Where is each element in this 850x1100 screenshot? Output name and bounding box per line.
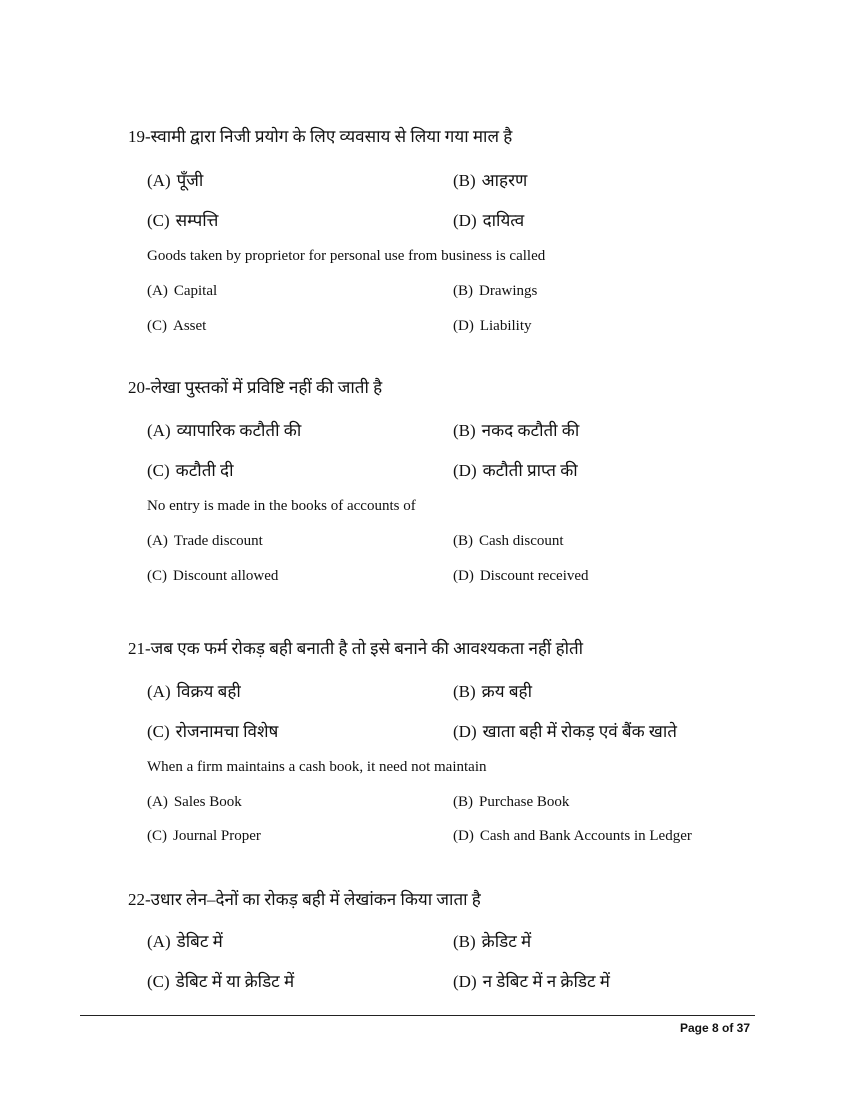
question-20-english: No entry is made in the books of accounts of bbox=[147, 498, 416, 514]
q19-english-option-b: (B) Drawings bbox=[453, 283, 538, 299]
question-21-english: When a firm maintains a cash book, it need not maintain bbox=[147, 759, 487, 775]
q19-english-option-a: (A) Capital bbox=[147, 283, 218, 299]
q21-hindi-option-b: (B) क्रय बही bbox=[453, 682, 532, 701]
q20-english-option-a: (A) Trade discount bbox=[147, 533, 263, 549]
q20-english-option-c: (C) Discount allowed bbox=[147, 568, 279, 584]
q21-hindi-option-d: (D) खाता बही में रोकड़ एवं बैंक खाते bbox=[453, 722, 677, 741]
q19-english-option-d: (D) Liability bbox=[453, 318, 532, 334]
q20-hindi-option-c: (C) कटौती दी bbox=[147, 461, 234, 480]
question-19-english: Goods taken by proprietor for personal use from business is called bbox=[147, 248, 546, 264]
q22-hindi-option-d: (D) न डेबिट में न क्रेडिट में bbox=[453, 972, 610, 991]
q21-english-option-b: (B) Purchase Book bbox=[453, 794, 570, 810]
q22-hindi-option-c: (C) डेबिट में या क्रेडिट में bbox=[147, 972, 295, 991]
q20-hindi-option-a: (A) व्यापारिक कटौती की bbox=[147, 421, 302, 440]
page-number: Page 8 of 37 bbox=[679, 1021, 750, 1035]
q19-hindi-option-b: (B) आहरण bbox=[453, 171, 528, 190]
q20-english-option-d: (D) Discount received bbox=[453, 568, 589, 584]
q21-hindi-option-a: (A) विक्रय बही bbox=[147, 682, 241, 701]
footer-divider bbox=[80, 1015, 755, 1016]
question-19-hindi: 19-स्वामी द्वारा निजी प्रयोग के लिए व्यवसाय से लिया गया माल है bbox=[128, 127, 513, 146]
q19-hindi-option-a: (A) पूँजी bbox=[147, 171, 204, 190]
question-22-hindi: 22-उधार लेन–देनों का रोकड़ बही में लेखांकन किया जाता है bbox=[128, 890, 481, 909]
q19-hindi-option-d: (D) दायित्व bbox=[453, 211, 525, 230]
q20-hindi-option-d: (D) कटौती प्राप्त की bbox=[453, 461, 578, 480]
q20-english-option-b: (B) Cash discount bbox=[453, 533, 564, 549]
q21-english-option-c: (C) Journal Proper bbox=[147, 828, 261, 844]
q22-hindi-option-b: (B) क्रेडिट में bbox=[453, 932, 532, 951]
q19-hindi-option-c: (C) सम्पत्ति bbox=[147, 211, 219, 230]
q21-english-option-d: (D) Cash and Bank Accounts in Ledger bbox=[453, 828, 692, 844]
question-20-hindi: 20-लेखा पुस्तकों में प्रविष्टि नहीं की जाती है bbox=[128, 378, 383, 397]
q21-hindi-option-c: (C) रोजनामचा विशेष bbox=[147, 722, 279, 741]
q20-hindi-option-b: (B) नकद कटौती की bbox=[453, 421, 580, 440]
q22-hindi-option-a: (A) डेबिट में bbox=[147, 932, 223, 951]
q19-english-option-c: (C) Asset bbox=[147, 318, 207, 334]
question-21-hindi: 21-जब एक फर्म रोकड़ बही बनाती है तो इसे बनाने की आवश्यकता नहीं होती bbox=[128, 639, 584, 658]
q21-english-option-a: (A) Sales Book bbox=[147, 794, 242, 810]
